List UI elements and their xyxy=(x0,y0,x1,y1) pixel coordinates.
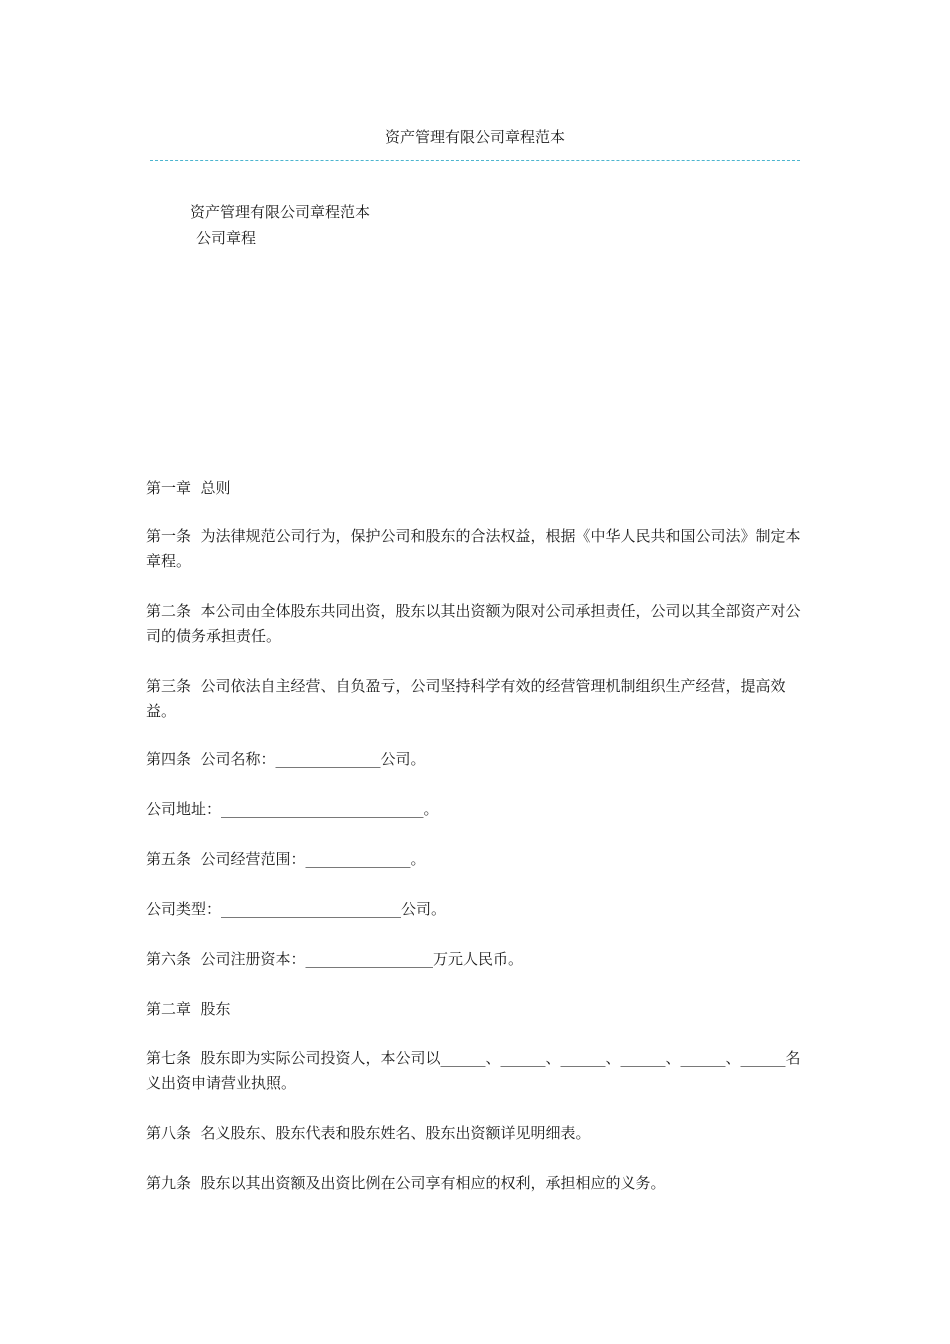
chapter-2-heading: 第二章 股东 xyxy=(146,1000,231,1018)
article-7: 第七条 股东即为实际公司投资人，本公司以______、______、______、______、______、______名义出资申请营业执照。 xyxy=(146,1049,801,1092)
document-subtitle: 资产管理有限公司章程范本 xyxy=(190,203,371,221)
article-8: 第八条 名义股东、股东代表和股东姓名、股东出资额详见明细表。 xyxy=(146,1124,591,1142)
article-3: 第三条 公司依法自主经营、自负盈亏，公司坚持科学有效的经营管理机制组织生产经营，提高效益。 xyxy=(146,677,786,720)
document-subtitle-2: 公司章程 xyxy=(196,229,257,247)
article-4: 第四条 公司名称：______________公司。 xyxy=(146,750,426,768)
article-6: 第六条 公司注册资本：_________________万元人民币。 xyxy=(146,950,524,968)
article-9: 第九条 股东以其出资额及出资比例在公司享有相应的权利，承担相应的义务。 xyxy=(146,1174,666,1192)
article-5: 第五条 公司经营范围：______________。 xyxy=(146,850,426,868)
company-type: 公司类型：________________________公司。 xyxy=(146,900,447,918)
company-address: 公司地址：___________________________。 xyxy=(146,800,439,818)
page-title: 资产管理有限公司章程范本 xyxy=(384,128,565,146)
chapter-1-heading: 第一章 总则 xyxy=(146,479,231,497)
article-2: 第二条 本公司由全体股东共同出资，股东以其出资额为限对公司承担责任，公司以其全部资产对公司的债务承担责任。 xyxy=(146,602,801,645)
title-divider xyxy=(150,160,800,161)
article-1: 第一条 为法律规范公司行为，保护公司和股东的合法权益，根据《中华人民共和国公司法》制定本章程。 xyxy=(146,527,801,570)
